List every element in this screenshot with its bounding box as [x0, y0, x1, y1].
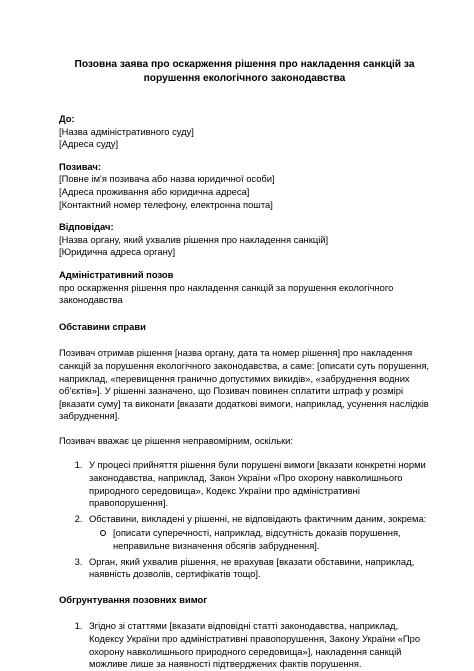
list-item-text: Обставини, викладені у рішенні, не відповідають фактичним даним, зокрема:	[89, 512, 427, 524]
circumstances-paragraph: Позивач вважає це рішення неправомірним, оскільки:	[59, 434, 294, 446]
circumstances-paragraph: Позивач отримав рішення [назва органу, дата та номер рішення] про накладення санкцій за порушення екологічного законодавства, а саме: [описати суть порушення, наприклад, «перевищення гранично допустимих викидів», «забруднення водних об'єктів»]. У рішенні зазначено, що Позивач повинен сплатити штраф у розмірі [вказати суму] та виконати [вказати додаткові вимоги, наприклад, усунення наслідків забруднення].	[59, 347, 429, 422]
to-heading: До:	[59, 113, 75, 124]
to-line: [Адреса суду]	[59, 138, 119, 150]
list-item-text: У процесі прийняття рішення були порушені вимоги [вказати конкретні норми законодавства, наприклад, Закон України «Про охорону навколишнього природного середовища», Кодекс України про адміністративні правопорушення].	[89, 459, 426, 509]
list-item-text: Згідно зі статтями [вказати відповідні статті законодавства, наприклад, Кодексу України про адміністративні правопорушення, Закону України «Про охорону навколишнього природного середовища»], накладення санкцій можливе лише за наявності підтверджених фактів порушення.	[89, 620, 421, 670]
plaintiff-block	[59, 161, 430, 211]
plaintiff-line: [Контактний номер телефону, електронна пошта]	[59, 198, 273, 210]
list-item	[85, 620, 430, 670]
defendant-line: [Юридична адреса органу]	[59, 246, 176, 258]
claim-heading: Адміністративний позов	[59, 268, 174, 280]
list-item	[85, 556, 430, 581]
defendant-block	[59, 221, 430, 259]
grounds-heading: Обгрунтування позовних вимог	[59, 593, 208, 605]
plaintiff-heading: Позивач:	[59, 160, 101, 172]
defendant-heading: Відповідач:	[59, 221, 114, 233]
sub-list-item: [описати суперечності, наприклад, відсутність доказів порушення, неправильне визначення обсягів забруднення].	[113, 527, 430, 552]
defendant-line: [Назва органу, який ухвалив рішення про накладення санкцій]	[59, 233, 329, 245]
list-item-text: Орган, який ухвалив рішення, не врахував [вказати обставини, наприклад, наявність дозволів, сертифікатів тощо].	[89, 555, 415, 580]
sub-list	[89, 527, 430, 552]
document-title: Позовна заява про оскарження рішення про накладення санкцій за порушення екологічного законодавства	[74, 59, 415, 84]
list-item	[85, 513, 430, 553]
plaintiff-line: [Повне ім'я позивача або назва юридичної особи]	[59, 173, 275, 185]
circumstances-heading: Обставини справи	[59, 320, 146, 332]
claim-text: про оскарження рішення про накладення санкцій за порушення екологічного законодавства	[59, 281, 394, 306]
grounds-list	[59, 620, 430, 670]
claim-block	[59, 269, 430, 307]
plaintiff-line: [Адреса проживання або юридична адреса]	[59, 185, 250, 197]
circumstances-list	[59, 459, 430, 580]
list-item	[85, 459, 430, 509]
to-block	[59, 113, 430, 151]
to-line: [Назва адміністративного суду]	[59, 125, 194, 137]
